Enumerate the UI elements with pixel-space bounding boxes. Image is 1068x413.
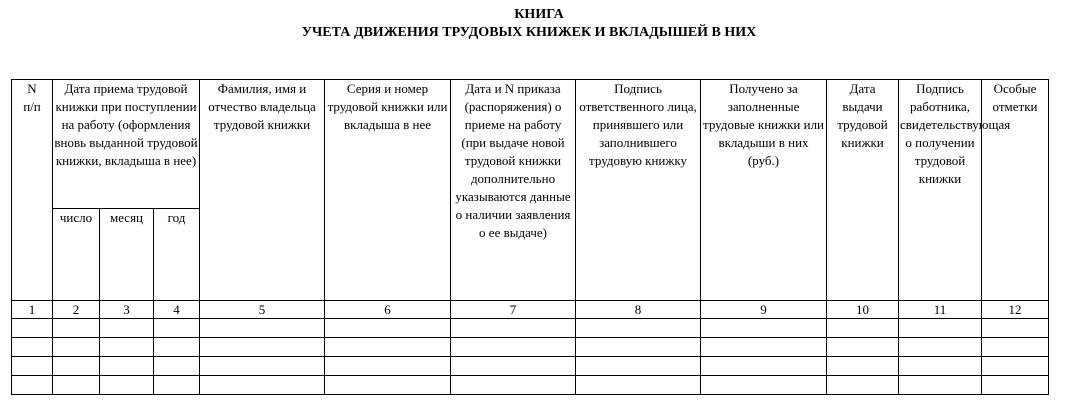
header-issue-date: Дата выдачи трудовой книжки	[827, 80, 899, 301]
column-number: 2	[53, 301, 100, 319]
table-cell[interactable]	[827, 376, 899, 395]
column-number: 9	[701, 301, 827, 319]
table-cell[interactable]	[53, 357, 100, 376]
column-number-row	[12, 301, 1049, 319]
header-date-received: Дата приема трудовой книжки при поступлении на работу (оформления вновь выданной трудовой книжки, вкладыша в нее)	[53, 80, 200, 209]
column-number: 5	[200, 301, 325, 319]
table-cell[interactable]	[701, 376, 827, 395]
table-cell[interactable]	[576, 319, 701, 338]
table-cell[interactable]	[827, 319, 899, 338]
table-cell[interactable]	[982, 319, 1049, 338]
table-cell[interactable]	[451, 338, 576, 357]
table-cell[interactable]	[982, 357, 1049, 376]
table-cell[interactable]	[100, 376, 154, 395]
ledger-table	[11, 79, 1049, 395]
column-number: 4	[154, 301, 200, 319]
table-cell[interactable]	[100, 338, 154, 357]
header-payment-received: Получено за заполненные трудовые книжки или вкладыши в них (руб.)	[701, 80, 827, 301]
table-cell[interactable]	[100, 319, 154, 338]
table-cell[interactable]	[12, 319, 53, 338]
table-cell[interactable]	[154, 376, 200, 395]
table-cell[interactable]	[982, 376, 1049, 395]
document-subtitle: УЧЕТА ДВИЖЕНИЯ ТРУДОВЫХ КНИЖЕК И ВКЛАДЫШЕЙ В НИХ	[301, 25, 757, 40]
header-month: месяц	[100, 209, 154, 301]
header-owner-name: Фамилия, имя и отчество владельца трудовой книжки	[200, 80, 325, 301]
header-row-number: N п/п	[12, 80, 53, 301]
table-cell[interactable]	[154, 319, 200, 338]
table-cell[interactable]	[899, 357, 982, 376]
table-cell[interactable]	[154, 338, 200, 357]
header-series-number: Серия и номер трудовой книжки или вкладыша в нее	[325, 80, 451, 301]
header-year: год	[154, 209, 200, 301]
column-number: 3	[100, 301, 154, 319]
document-title: КНИГА	[514, 7, 564, 22]
table-cell[interactable]	[53, 338, 100, 357]
table-cell[interactable]	[53, 319, 100, 338]
table-cell[interactable]	[100, 357, 154, 376]
table-cell[interactable]	[827, 357, 899, 376]
column-number: 12	[982, 301, 1049, 319]
table-cell[interactable]	[12, 357, 53, 376]
table-cell[interactable]	[701, 357, 827, 376]
table-cell[interactable]	[451, 376, 576, 395]
table-cell[interactable]	[576, 338, 701, 357]
table-cell[interactable]	[701, 338, 827, 357]
header-order-date: Дата и N приказа (распоряжения) о приеме на работу (при выдаче новой трудовой книжки дополнительно указываются данные о наличии заявления о ее выдаче)	[451, 80, 576, 301]
header-responsible-signature: Подпись ответственного лица, принявшего или заполнившего трудовую книжку	[576, 80, 701, 301]
table-cell[interactable]	[899, 376, 982, 395]
table-cell[interactable]	[451, 357, 576, 376]
table-cell[interactable]	[576, 357, 701, 376]
table-cell[interactable]	[154, 357, 200, 376]
column-number: 8	[576, 301, 701, 319]
table-row	[12, 319, 1049, 338]
table-cell[interactable]	[827, 338, 899, 357]
header-day: число	[53, 209, 100, 301]
table-cell[interactable]	[200, 338, 325, 357]
header-special-notes: Особые отметки	[982, 80, 1049, 301]
column-number: 11	[899, 301, 982, 319]
table-cell[interactable]	[701, 319, 827, 338]
column-number: 1	[12, 301, 53, 319]
table-cell[interactable]	[576, 376, 701, 395]
table-row	[12, 376, 1049, 395]
table-cell[interactable]	[451, 319, 576, 338]
table-row	[12, 357, 1049, 376]
table-cell[interactable]	[325, 357, 451, 376]
table-cell[interactable]	[325, 338, 451, 357]
table-cell[interactable]	[982, 338, 1049, 357]
table-cell[interactable]	[200, 319, 325, 338]
table-cell[interactable]	[200, 376, 325, 395]
column-number: 6	[325, 301, 451, 319]
column-number: 10	[827, 301, 899, 319]
header-employee-signature: Подпись работника, свидетельствующая о получении трудовой книжки	[899, 80, 982, 301]
table-cell[interactable]	[12, 338, 53, 357]
table-cell[interactable]	[325, 319, 451, 338]
table-cell[interactable]	[53, 376, 100, 395]
table-row	[12, 338, 1049, 357]
table-cell[interactable]	[899, 338, 982, 357]
column-number: 7	[451, 301, 576, 319]
table-cell[interactable]	[12, 376, 53, 395]
table-cell[interactable]	[899, 319, 982, 338]
table-cell[interactable]	[325, 376, 451, 395]
table-cell[interactable]	[200, 357, 325, 376]
